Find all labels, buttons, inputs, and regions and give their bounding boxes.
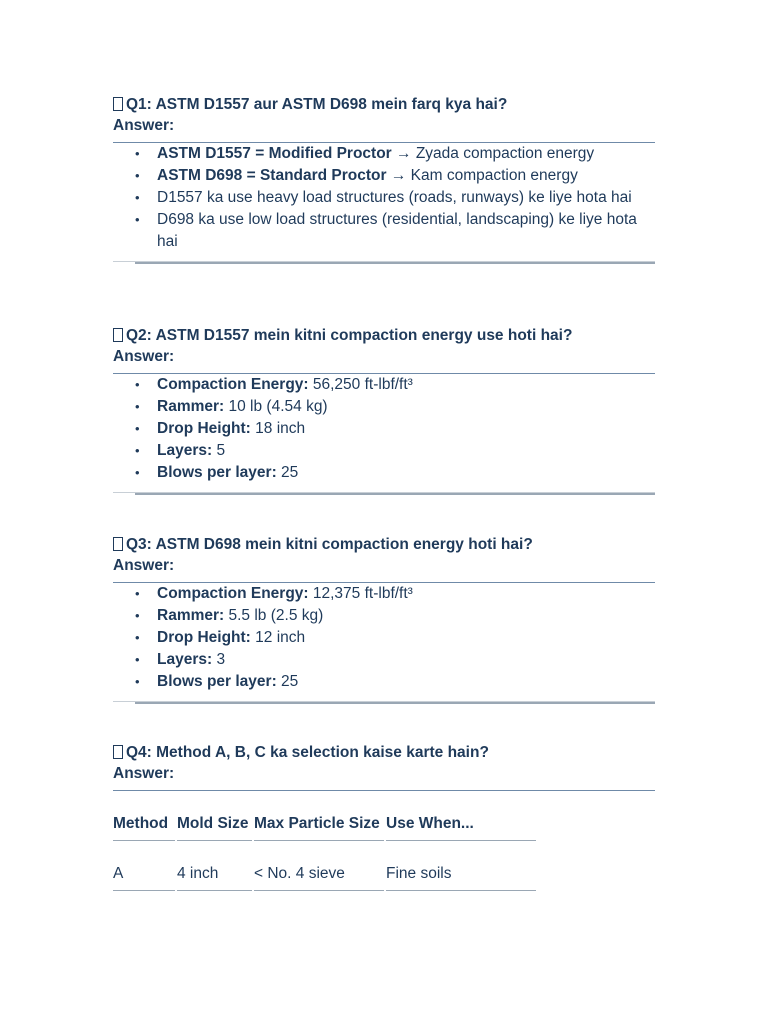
- answer-label: Answer:: [113, 765, 175, 782]
- table-cell: Fine soils: [386, 860, 536, 910]
- section-divider: [113, 261, 655, 264]
- list-item: • ASTM D1557 = Modified Proctor → Zyada compaction energy: [135, 143, 655, 165]
- list-item: • Rammer: 5.5 lb (2.5 kg): [135, 605, 655, 627]
- answer-label: Answer:: [113, 117, 175, 134]
- list-item: • D698 ka use low load structures (residential, landscaping) ke liye hota hai: [135, 209, 655, 253]
- list-item: • Drop Height: 12 inch: [135, 627, 655, 649]
- question-4-title: Q4: Method A, B, C ka selection kaise karte hain?: [113, 742, 655, 764]
- question-2-title: Q2: ASTM D1557 mein kitni compaction energy use hoti hai?: [113, 325, 655, 347]
- question-2-block: [113, 325, 655, 495]
- answer-label: Answer:: [113, 557, 175, 574]
- divider: [113, 790, 655, 791]
- question-1-title: Q1: ASTM D1557 aur ASTM D698 mein farq kya hai?: [113, 94, 655, 116]
- question-4-block: [113, 742, 655, 791]
- method-table: [113, 810, 538, 910]
- missing-glyph-icon: [113, 537, 123, 551]
- list-item: • Drop Height: 18 inch: [135, 418, 655, 440]
- list-item: • D1557 ka use heavy load structures (roads, runways) ke liye hota hai: [135, 187, 655, 209]
- question-1-block: [113, 94, 655, 264]
- list-item: • ASTM D698 = Standard Proctor → Kam compaction energy: [135, 165, 655, 187]
- question-3-block: [113, 534, 655, 704]
- missing-glyph-icon: [113, 328, 123, 342]
- answer-list: [113, 374, 655, 484]
- section-divider: [113, 492, 655, 495]
- column-header: Max Particle Size: [254, 810, 384, 860]
- column-header: Mold Size: [177, 810, 252, 860]
- table-header-row: [113, 810, 538, 860]
- list-item: • Layers: 5: [135, 440, 655, 462]
- section-divider: [113, 701, 655, 704]
- table-cell: 4 inch: [177, 860, 252, 910]
- column-header: Method: [113, 810, 175, 860]
- answer-label: Answer:: [113, 348, 175, 365]
- missing-glyph-icon: [113, 97, 123, 111]
- list-item: • Blows per layer: 25: [135, 671, 655, 693]
- list-item: • Compaction Energy: 56,250 ft-lbf/ft³: [135, 374, 655, 396]
- answer-list: [113, 583, 655, 693]
- list-item: • Blows per layer: 25: [135, 462, 655, 484]
- table-row: [113, 860, 538, 910]
- missing-glyph-icon: [113, 745, 123, 759]
- answer-list: [113, 143, 655, 253]
- table-cell: A: [113, 860, 175, 910]
- question-3-title: Q3: ASTM D698 mein kitni compaction energy hoti hai?: [113, 534, 655, 556]
- list-item: • Rammer: 10 lb (4.54 kg): [135, 396, 655, 418]
- list-item: • Compaction Energy: 12,375 ft-lbf/ft³: [135, 583, 655, 605]
- list-item: • Layers: 3: [135, 649, 655, 671]
- column-header: Use When...: [386, 810, 536, 860]
- table-cell: < No. 4 sieve: [254, 860, 384, 910]
